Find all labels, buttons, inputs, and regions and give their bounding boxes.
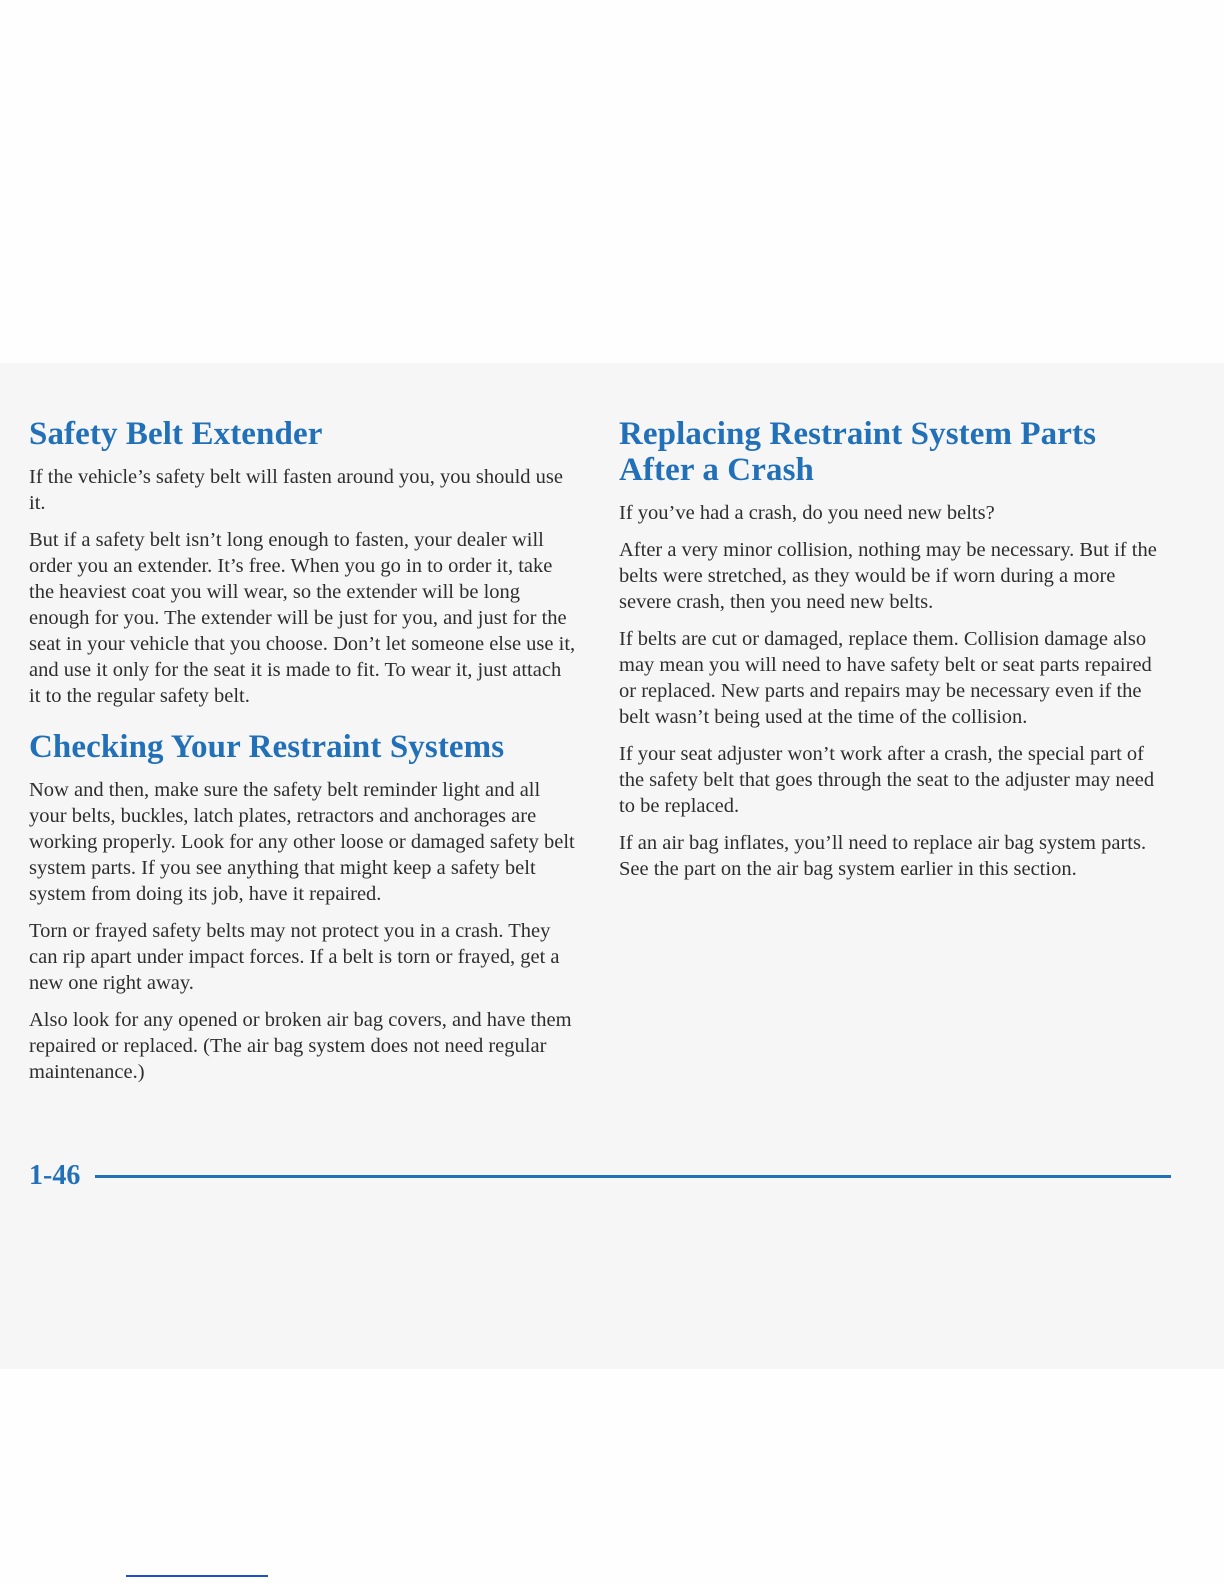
replacing-parts-heading-line-1: Replacing Restraint System Parts (619, 416, 1097, 452)
replacing-parts-heading (619, 416, 1171, 488)
replacing-paragraph-2: After a very minor collision, nothing may be necessary. But if the belts were stretched, as they would be if worn during a more severe crash, then you need new belts. (619, 539, 1157, 613)
replacing-paragraph-1: If you’ve had a crash, do you need new belts? (619, 502, 995, 524)
footer-rule (95, 1175, 1171, 1178)
left-column (29, 416, 577, 1096)
checking-paragraph-2: Torn or frayed safety belts may not protect you in a crash. They can rip apart under impact forces. If a belt is torn or frayed, get a new one right away. (29, 920, 560, 994)
page-footer (29, 1160, 1171, 1196)
right-column (619, 416, 1171, 893)
checking-restraint-systems-heading: Checking Your Restraint Systems (29, 729, 505, 765)
extender-paragraph-1: If the vehicle’s safety belt will fasten around you, you should use it. (29, 466, 564, 514)
checking-paragraph-1: Now and then, make sure the safety belt reminder light and all your belts, buckles, latch plates, retractors and anchorages are working properly. Look for any other loose or damaged safety belt system parts. If you see anything that might keep a safety belt system from doing its job, have it repaired. (29, 779, 575, 905)
replacing-paragraph-5: If an air bag inflates, you’ll need to replace air bag system parts. See the part on the air bag system earlier in this section. (619, 832, 1147, 880)
page-number: 1-46 (29, 1160, 81, 1191)
replacing-paragraph-4: If your seat adjuster won’t work after a crash, the special part of the safety belt that goes through the seat to the adjuster may need to be replaced. (619, 743, 1155, 817)
extender-paragraph-2: But if a safety belt isn’t long enough to fasten, your dealer will order you an extender. It’s free. When you go in to order it, take the heaviest coat you will wear, so the extender will be long enough for you. The extender will be just for you, and just for the seat in your vehicle that you choose. Don’t let someone else use it, and use it only for the seat it is made to fit. To wear it, just attach it to the regular safety belt. (29, 529, 576, 707)
checking-paragraph-3: Also look for any opened or broken air bag covers, and have them repaired or replaced. (The air bag system does not need regular maintenance.) (29, 1009, 572, 1083)
replacing-paragraph-3: If belts are cut or damaged, replace them. Collision damage also may mean you will need to have safety belt or seat parts repaired or replaced. New parts and repairs may be necessary even if the belt wasn’t being used at the time of the collision. (619, 628, 1152, 728)
bottom-link-underline (126, 1575, 268, 1577)
replacing-parts-heading-line-2: After a Crash (619, 452, 814, 488)
safety-belt-extender-heading: Safety Belt Extender (29, 416, 323, 452)
